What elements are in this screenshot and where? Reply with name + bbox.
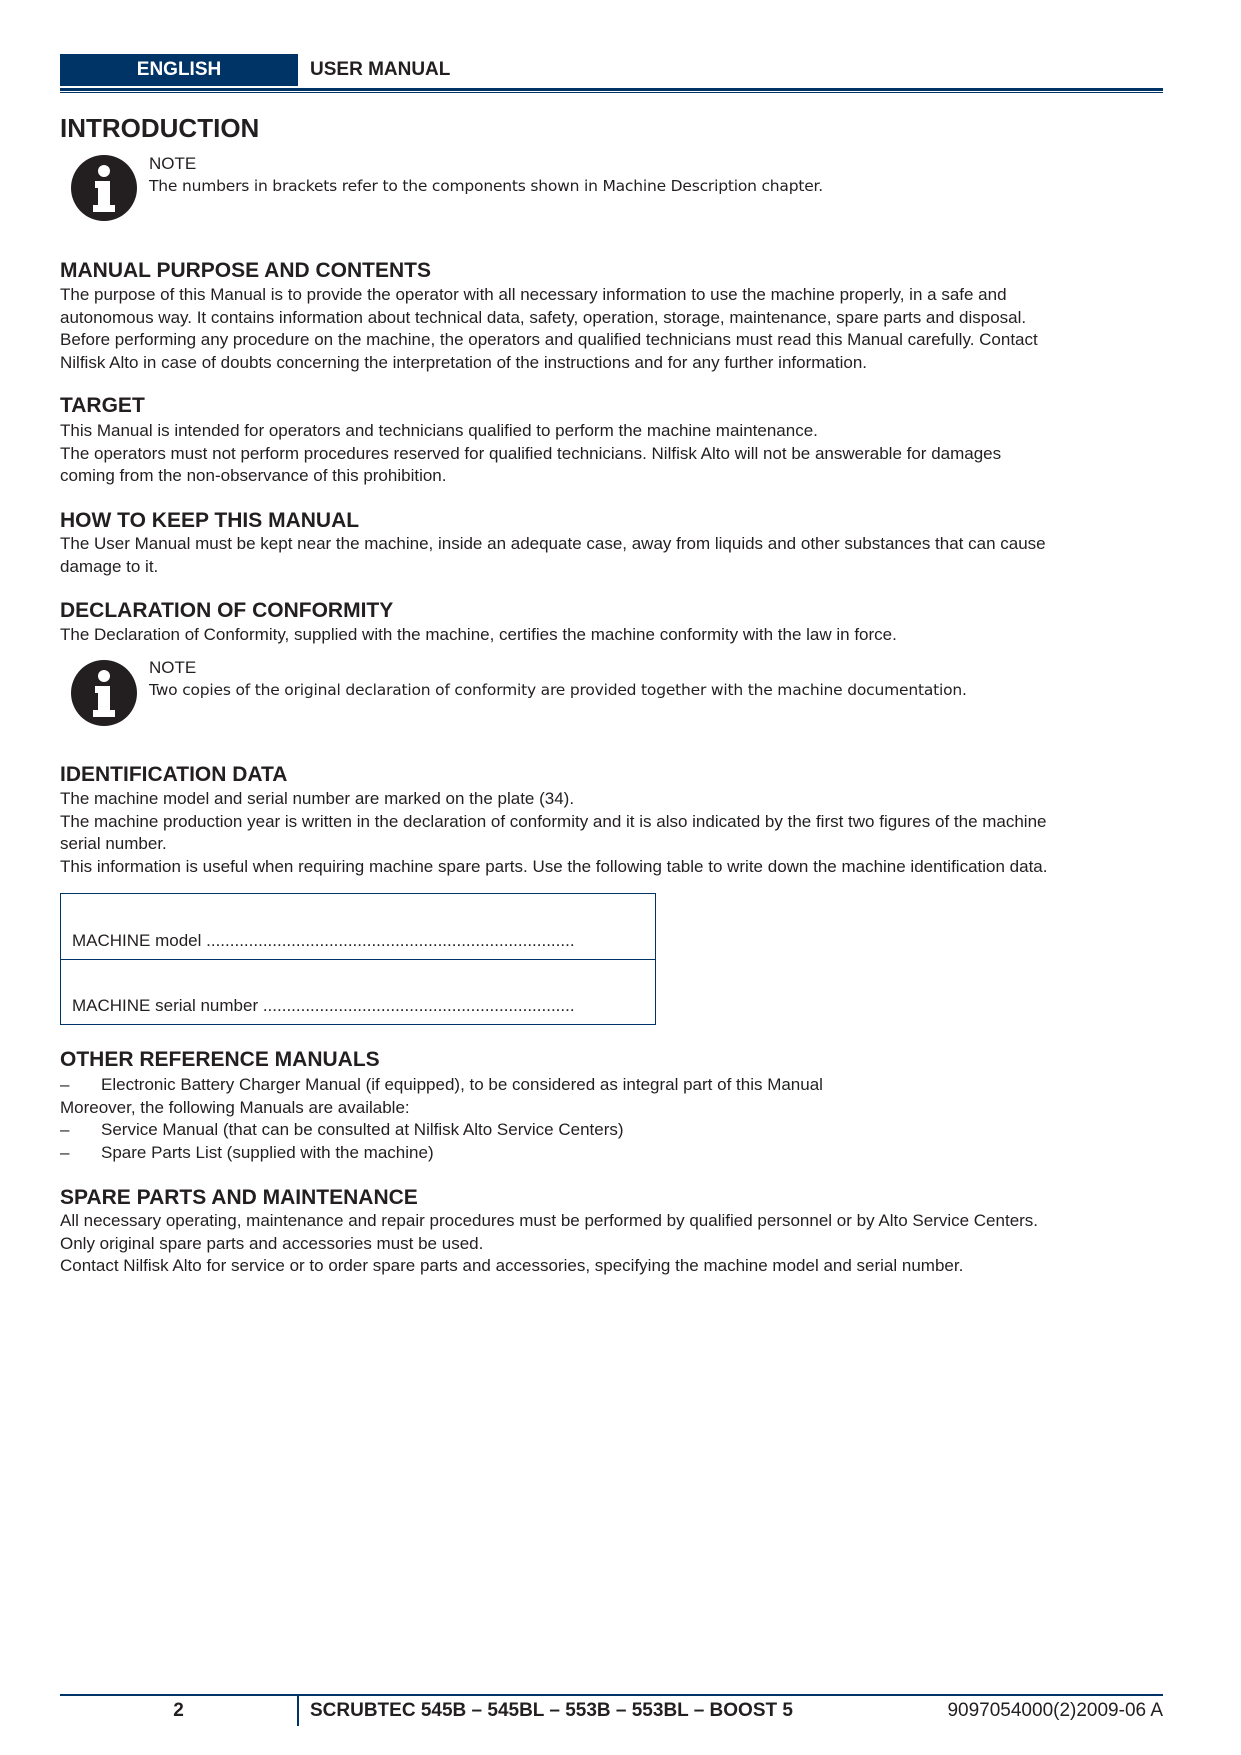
- header-rule: [60, 88, 1163, 91]
- header-rule-thin: [60, 92, 1163, 93]
- text-line: All necessary operating, maintenance and repair procedures must be performed by qualified personnel or by Alto Service Centers.: [60, 1211, 1039, 1230]
- note-label: NOTE: [149, 658, 197, 677]
- list-item-text: Electronic Battery Charger Manual (if equipped), to be considered as integral part of this Manual: [101, 1075, 823, 1094]
- list-item-text: Spare Parts List (supplied with the machine): [101, 1142, 434, 1162]
- dash: –: [60, 1075, 70, 1094]
- target-paragraph: [60, 420, 1170, 488]
- dash: –: [60, 1120, 70, 1140]
- section-heading: MANUAL PURPOSE AND CONTENTS: [60, 259, 432, 282]
- footer-rule: [60, 1694, 1163, 1696]
- text-line: The purpose of this Manual is to provide the operator with all necessary information to use the machine properly, in a safe and: [60, 285, 1007, 304]
- text-line: autonomous way. It contains information about technical data, safety, operation, storage, maintenance, spare parts and disposal.: [60, 307, 1027, 327]
- text-line: The Declaration of Conformity, supplied with the machine, certifies the machine conformity with the law in force.: [60, 625, 897, 644]
- list-item-text: Service Manual (that can be consulted at Nilfisk Alto Service Centers): [101, 1120, 624, 1140]
- text-line: The operators must not perform procedures reserved for qualified technicians. Nilfisk Alto will not be answerable for damages: [60, 443, 1002, 463]
- text-line: damage to it.: [60, 556, 159, 576]
- section-heading: OTHER REFERENCE MANUALS: [60, 1048, 380, 1071]
- text-line: The User Manual must be kept near the machine, inside an adequate case, away from liquids and other substances that can cause: [60, 534, 1046, 553]
- keep-paragraph: [60, 533, 1170, 578]
- section-heading: HOW TO KEEP THIS MANUAL: [60, 509, 360, 532]
- text-line: This information is useful when requiring machine spare parts. Use the following table to write down the machine identification data.: [60, 856, 1048, 876]
- page-title: INTRODUCTION: [60, 113, 260, 143]
- section-heading: TARGET: [60, 394, 145, 417]
- document-type: USER MANUAL: [310, 59, 451, 80]
- note-label: NOTE: [149, 154, 197, 173]
- purpose-paragraph: [60, 284, 1170, 374]
- text-line: Contact Nilfisk Alto for service or to order spare parts and accessories, specifying the machine model and serial number.: [60, 1256, 964, 1276]
- machine-serial-field: MACHINE serial number ..................................................................: [72, 996, 575, 1015]
- note-text: The numbers in brackets refer to the components shown in Machine Description chapter.: [149, 177, 824, 195]
- footer-model: SCRUBTEC 545B – 545BL – 553B – 553BL – BOOST 5: [310, 1700, 793, 1721]
- text-line: Nilfisk Alto in case of doubts concerning the interpretation of the instructions and for any further information.: [60, 352, 867, 372]
- language-label: ENGLISH: [60, 54, 298, 86]
- section-heading: SPARE PARTS AND MAINTENANCE: [60, 1186, 418, 1209]
- machine-model-field: MACHINE model ..............................................................................: [72, 931, 575, 950]
- section-heading: IDENTIFICATION DATA: [60, 763, 288, 786]
- spare-paragraph: [60, 1210, 1170, 1278]
- footer-divider: [297, 1696, 299, 1726]
- text-line: Moreover, the following Manuals are available:: [60, 1097, 410, 1117]
- text-line: serial number.: [60, 834, 167, 854]
- page-number: 2: [173, 1700, 184, 1721]
- list-item: [60, 1142, 1170, 1165]
- info-icon: [71, 660, 137, 726]
- text-line: Only original spare parts and accessories must be used.: [60, 1233, 484, 1253]
- identification-paragraph: [60, 788, 1170, 878]
- text-line: The machine production year is written in the declaration of conformity and it is also indicated by the first two figures of the machine: [60, 811, 1047, 831]
- other-paragraph: [60, 1074, 1170, 1164]
- text-line: Before performing any procedure on the machine, the operators and qualified technicians must read this Manual carefully. Contact: [60, 330, 1038, 350]
- list-item: [60, 1119, 1170, 1142]
- note-text: Two copies of the original declaration of conformity are provided together with the machine documentation.: [149, 681, 967, 699]
- conformity-paragraph: [60, 624, 1170, 647]
- text-line: coming from the non-observance of this prohibition.: [60, 466, 447, 486]
- text-line: This Manual is intended for operators and technicians qualified to perform the machine maintenance.: [60, 421, 818, 440]
- footer-doc-code: 9097054000(2)2009-06 A: [947, 1700, 1163, 1721]
- dash: –: [60, 1142, 70, 1162]
- text-line: The machine model and serial number are marked on the plate (34).: [60, 789, 575, 808]
- table-divider: [61, 959, 655, 960]
- list-item: [60, 1074, 1170, 1097]
- section-heading: DECLARATION OF CONFORMITY: [60, 599, 394, 622]
- identification-table: [60, 893, 656, 1025]
- info-icon: [71, 155, 137, 221]
